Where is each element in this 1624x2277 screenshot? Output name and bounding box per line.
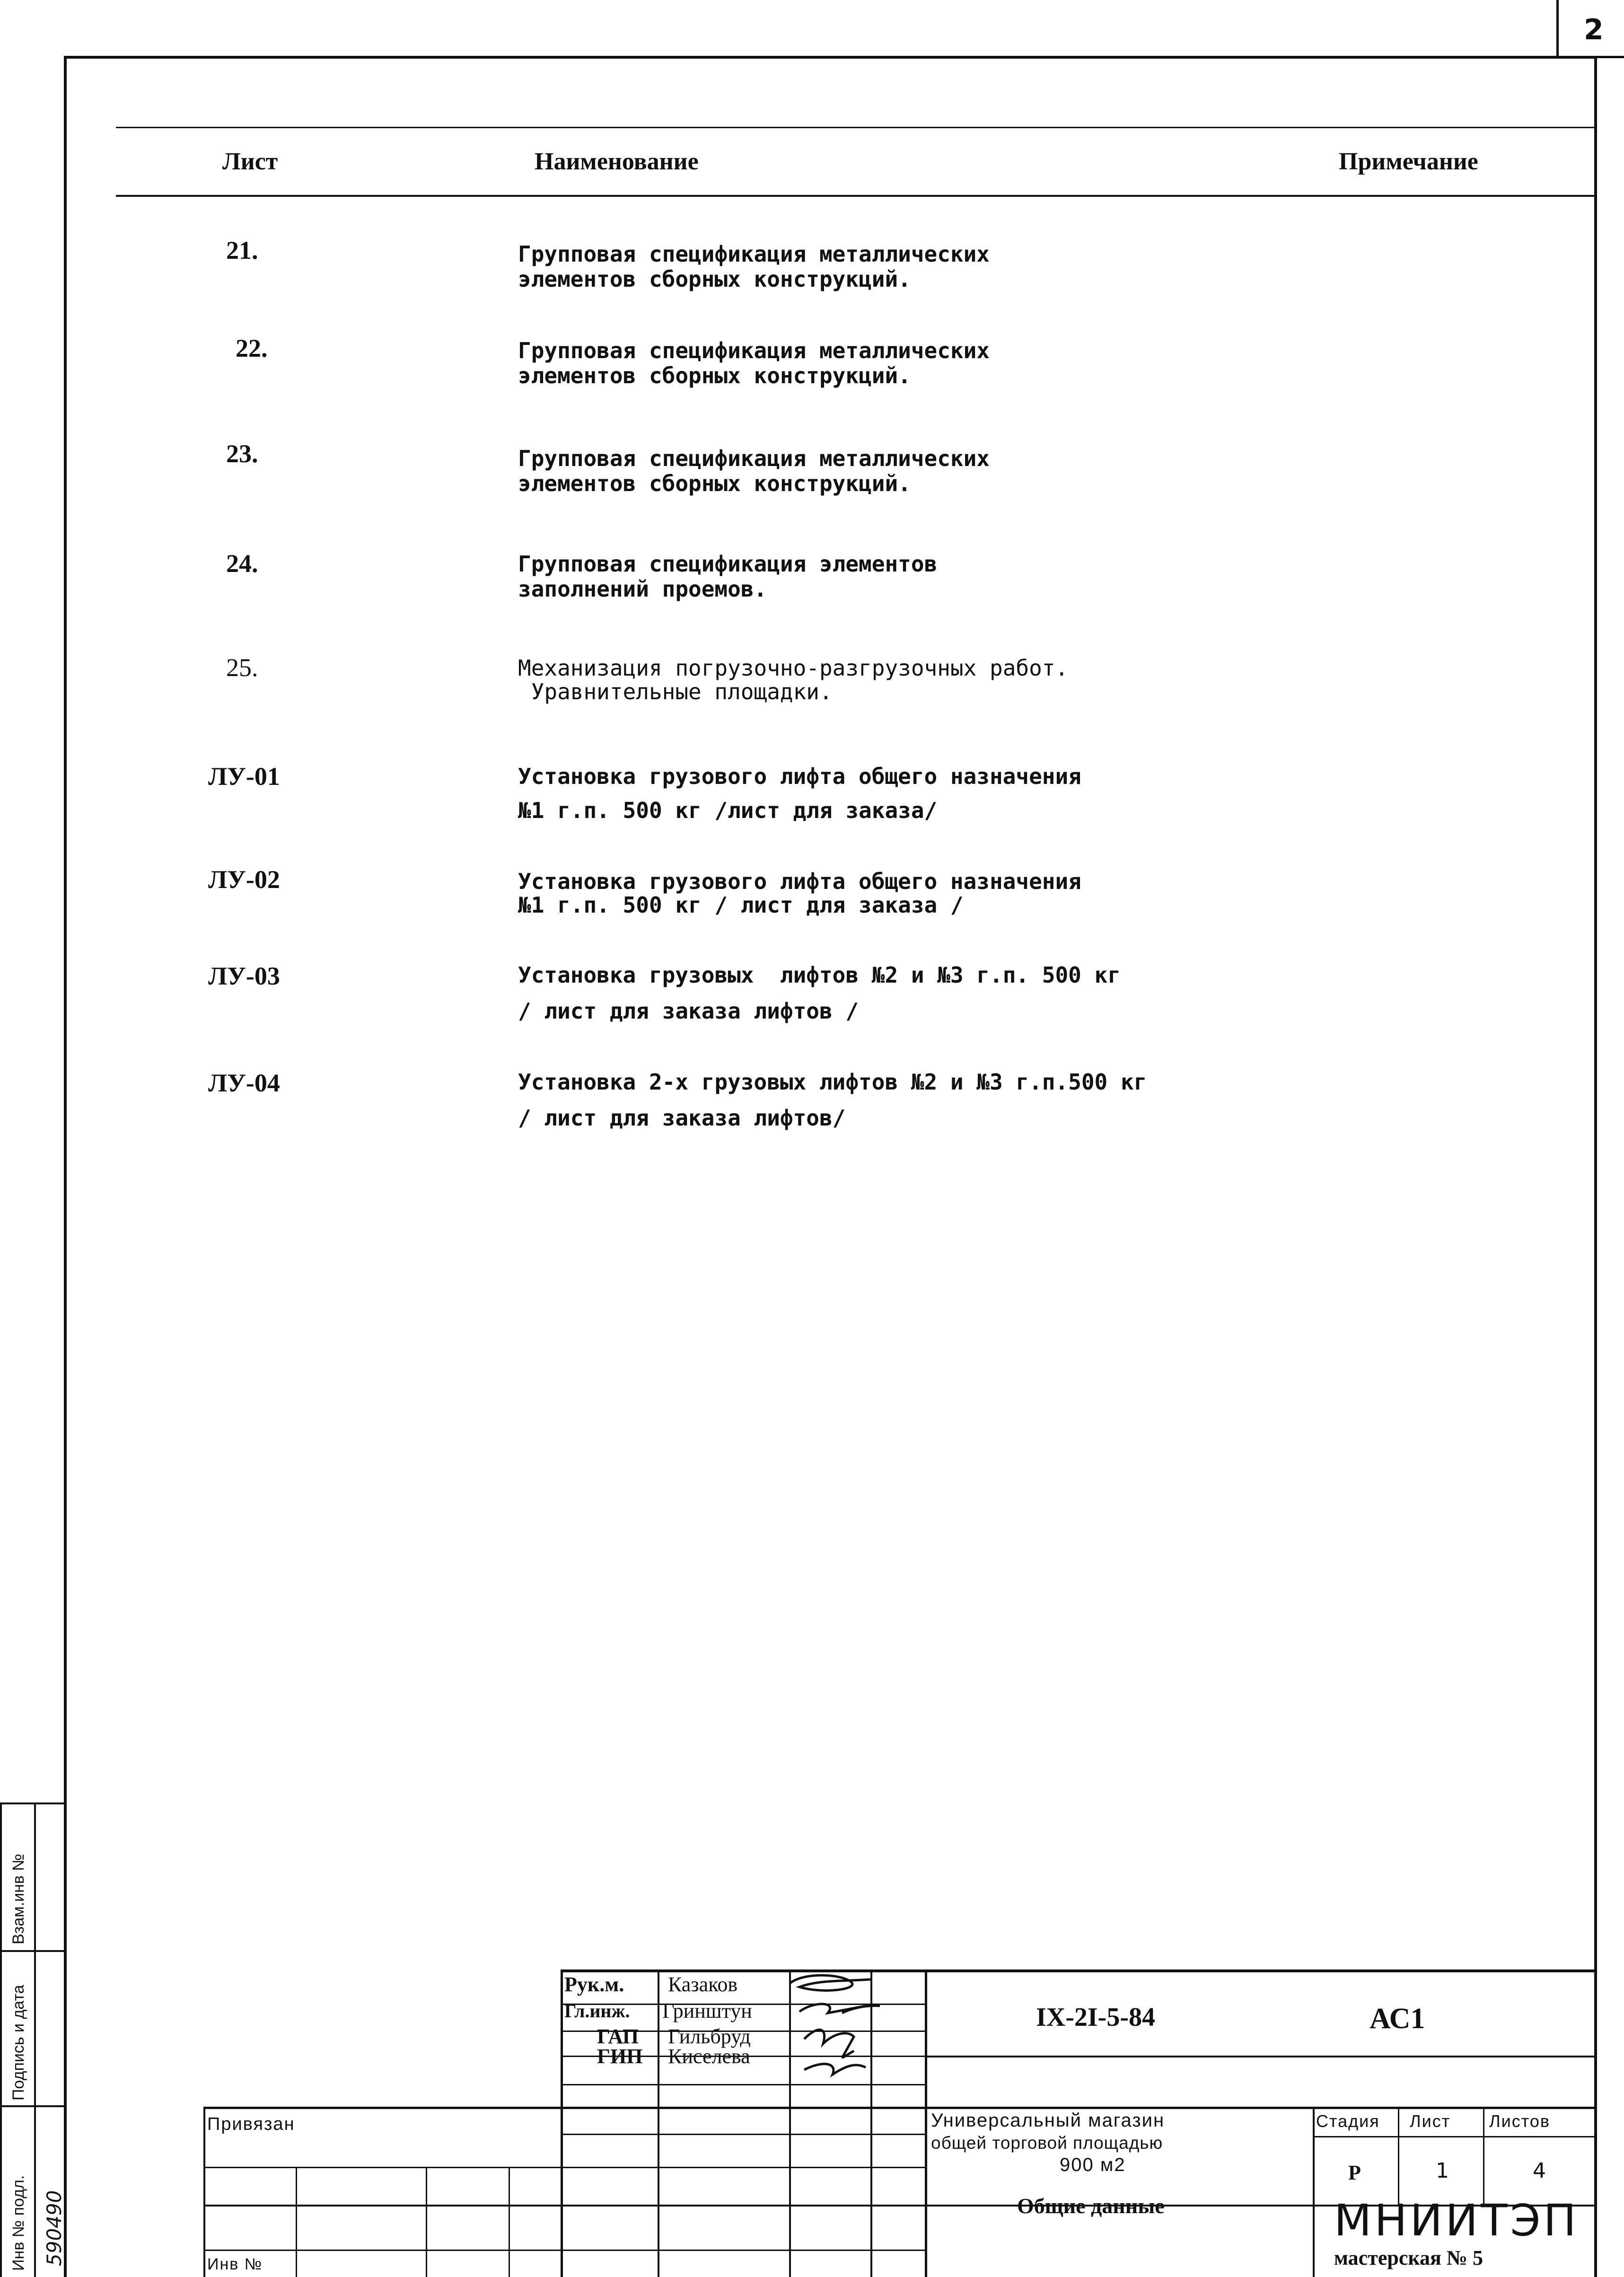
side-strip-line [0, 1802, 66, 1804]
tb-hline [203, 2250, 927, 2251]
row-description-line: Групповая спецификация элементов [518, 551, 938, 577]
document-code: IX-2I-5-84 [1036, 2003, 1155, 2032]
sheets-value: 4 [1533, 2159, 1546, 2183]
side-label-vzam-inv: Взам.инв № [9, 1854, 27, 1944]
row-sheet: 24. [226, 549, 258, 578]
role-label: Гл.инж. [564, 2000, 630, 2022]
project-title-line: Универсальный магазин [931, 2110, 1165, 2131]
sheet-value: 1 [1436, 2159, 1449, 2183]
sheets-label: Листов [1489, 2111, 1550, 2131]
person-name: Киселева [668, 2045, 750, 2068]
row-description-line: / лист для заказа лифтов/ [518, 1105, 846, 1131]
side-strip-line [0, 1950, 66, 1952]
row-description-line: Установка 2-х грузовых лифтов №2 и №3 г.п.500 кг [518, 1069, 1147, 1095]
workshop-name: мастерская № 5 [1334, 2246, 1484, 2269]
tb-vline [1483, 2107, 1484, 2205]
page-number-frame [1556, 0, 1559, 57]
page-number: 2 [1584, 13, 1604, 46]
tb-vline [658, 1969, 659, 2277]
row-description-line: элементов сборных конструкций. [518, 363, 911, 388]
row-description-line: / лист для заказа лифтов / [518, 998, 859, 1024]
tb-vline [509, 2167, 510, 2277]
row-description-line: №1 г.п. 500 кг / лист для заказа / [518, 892, 964, 918]
signatures [771, 1968, 927, 2091]
row-description-line: Групповая спецификация металлических [518, 338, 990, 363]
document-mark: АС1 [1369, 2003, 1425, 2035]
row-description-line: Групповая спецификация металлических [518, 446, 990, 471]
row-sheet: ЛУ-01 [208, 762, 280, 791]
person-name: Гринштун [662, 1999, 752, 2022]
person-name: Казаков [668, 1973, 738, 1996]
row-description-line: Установка грузовых лифтов №2 и №3 г.п. 500 кг [518, 962, 1121, 988]
role-label: Рук.м. [564, 1973, 624, 1996]
tb-vline [561, 1969, 563, 2277]
row-description-line: Групповая спецификация металлических [518, 241, 990, 267]
title-block-top [561, 1969, 1597, 1972]
row-description-line: элементов сборных конструкций. [518, 266, 911, 292]
tb-vline [426, 2167, 427, 2277]
privyazan-label: Привязан [207, 2114, 295, 2134]
role-label: ГИП [597, 2045, 643, 2068]
sheet-content: Общие данные [1017, 2194, 1165, 2218]
row-sheet: ЛУ-04 [208, 1069, 280, 1097]
tb-vline [1313, 2107, 1315, 2277]
row-sheet: 22. [236, 334, 268, 362]
row-description-line: Механизация погрузочно-разгрузочных работ. [518, 655, 1069, 681]
tb-hline [925, 2056, 1597, 2057]
side-label-inv-podl: Инв № подл. [9, 2175, 27, 2271]
sheet-label: Лист [1410, 2111, 1451, 2131]
row-description-line: Установка грузового лифта общего назначения [518, 764, 1081, 789]
tb-hline [561, 2134, 927, 2135]
side-strip-line [0, 2105, 66, 2107]
tb-vline [203, 2107, 205, 2277]
header-bottom-rule [116, 195, 1597, 197]
row-sheet: 21. [226, 236, 258, 264]
row-sheet: ЛУ-02 [208, 865, 280, 894]
frame-top [64, 56, 1597, 59]
tb-hline-main [203, 2107, 1597, 2109]
side-strip-line [34, 1802, 36, 2277]
side-handwritten-number: 590490 [43, 2190, 66, 2266]
row-sheet: ЛУ-03 [208, 962, 280, 990]
row-description-line: Установка грузового лифта общего назначения [518, 869, 1081, 894]
tb-vline [1398, 2107, 1399, 2205]
stage-value: Р [1348, 2161, 1361, 2184]
role-label: ГАП [597, 2025, 639, 2048]
header-top-rule [116, 127, 1597, 128]
frame-right [1594, 56, 1597, 2277]
frame-left [64, 56, 67, 2277]
organization-name: МНИИТЭП [1334, 2195, 1579, 2246]
tb-vline [296, 2167, 297, 2277]
tb-hline [1313, 2136, 1597, 2137]
row-description-line: №1 г.п. 500 кг /лист для заказа/ [518, 798, 938, 823]
inv-number-label: Инв № [207, 2255, 263, 2273]
header-note: Примечание [1339, 148, 1478, 175]
header-sheet: Лист [222, 148, 278, 175]
row-sheet: 25. [226, 653, 258, 682]
row-sheet: 23. [226, 440, 258, 468]
side-label-podpis-data: Подпись и дата [9, 1985, 27, 2101]
row-description-line: заполнений проемов. [518, 576, 767, 602]
person-name: Гильбруд [668, 2025, 751, 2048]
row-description-line: элементов сборных конструкций. [518, 471, 911, 496]
project-title-line: общей торговой площадью [931, 2133, 1163, 2153]
side-strip-line [0, 1802, 2, 2277]
header-name: Наименование [535, 148, 699, 175]
tb-hline [203, 2167, 927, 2168]
stage-label: Стадия [1316, 2111, 1380, 2131]
row-description-line: Уравнительные площадки. [518, 679, 833, 704]
project-title-line: 900 м2 [1060, 2154, 1126, 2175]
